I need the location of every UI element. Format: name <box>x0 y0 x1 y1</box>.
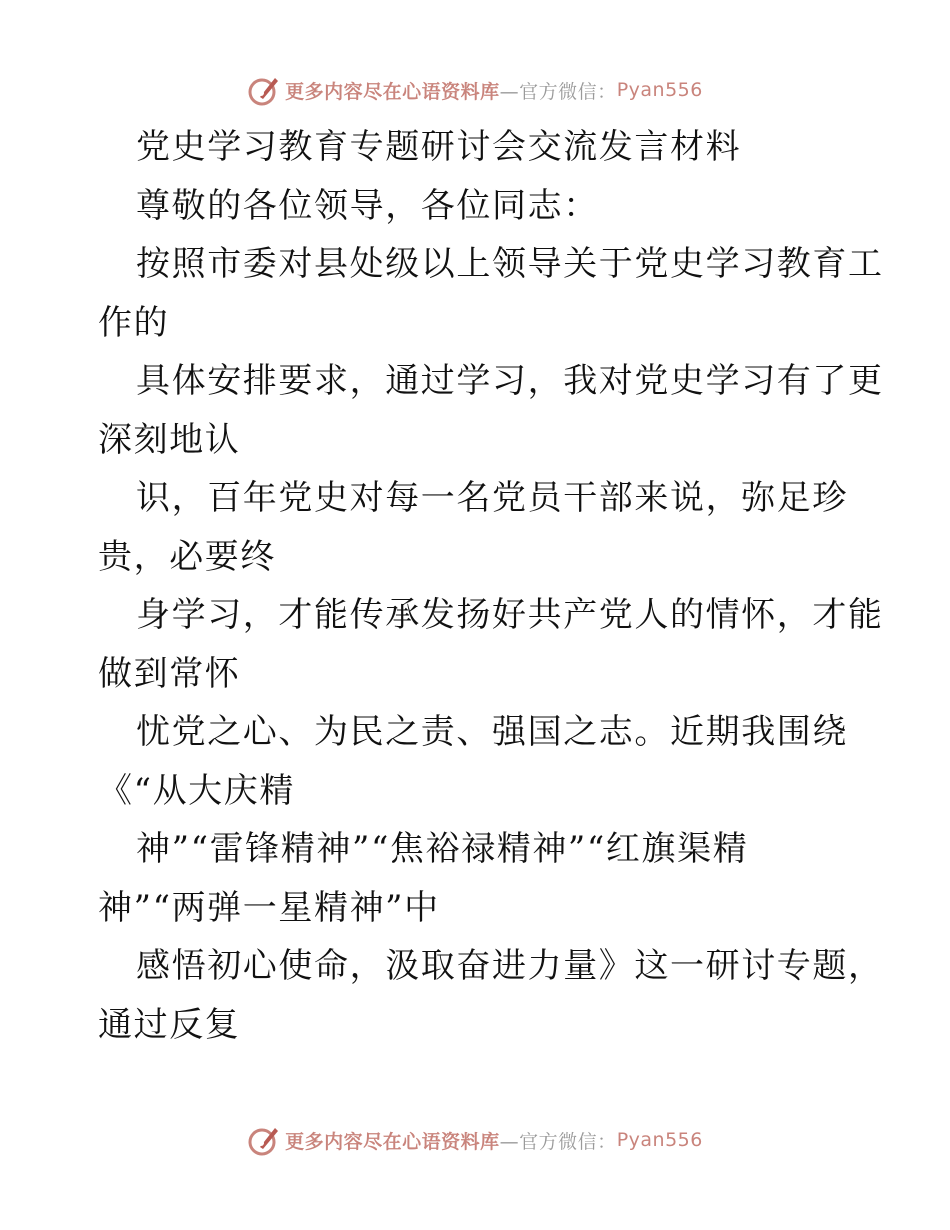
text-line: 贵，必要终 <box>98 536 276 577</box>
text-line: 具体安排要求，通过学习，我对党史学习有了更 <box>136 361 884 401</box>
document-body <box>98 118 884 1054</box>
text-line: 尊敬的各位领导，各位同志： <box>136 185 599 226</box>
text-line: 识，百年党史对每一名党员干部来说，弥足珍 <box>136 478 848 518</box>
text-line: 深刻地认 <box>98 419 241 460</box>
text-line: 作的 <box>98 302 170 343</box>
text-line: 身学习，才能传承发扬好共产党人的情怀，才能 <box>136 595 884 635</box>
quill-logo-icon <box>247 73 281 107</box>
document-title: 党史学习教育专题研讨会交流发言材料 <box>136 127 742 167</box>
text-line: 忧党之心、为民之责、强国之志。近期我围绕 <box>136 712 848 752</box>
text-line: 《“从大庆精 <box>98 770 295 811</box>
watermark-wechat-label: —官方微信： <box>499 1130 617 1153</box>
watermark-site-name: 更多内容尽在心语资料库 <box>285 1130 500 1153</box>
footer-watermark <box>0 1120 950 1160</box>
header-watermark <box>0 70 950 110</box>
watermark-wechat-id: Pyan556 <box>616 1129 703 1151</box>
text-line: 按照市委对县处级以上领导关于党史学习教育工 <box>136 244 884 284</box>
text-line: 神”“雷锋精神”“焦裕禄精神”“红旗渠精 <box>136 829 749 869</box>
watermark-site-name: 更多内容尽在心语资料库 <box>285 80 500 103</box>
text-line: 做到常怀 <box>98 653 241 694</box>
text-line: 通过反复 <box>98 1004 241 1045</box>
watermark-wechat-id: Pyan556 <box>616 79 703 101</box>
text-line: 神”“两弹一星精神”中 <box>98 887 440 928</box>
watermark-wechat-label: —官方微信： <box>499 80 617 103</box>
text-line: 感悟初心使命，汲取奋进力量》这一研讨专题， <box>136 946 884 986</box>
quill-logo-icon <box>247 1123 281 1157</box>
